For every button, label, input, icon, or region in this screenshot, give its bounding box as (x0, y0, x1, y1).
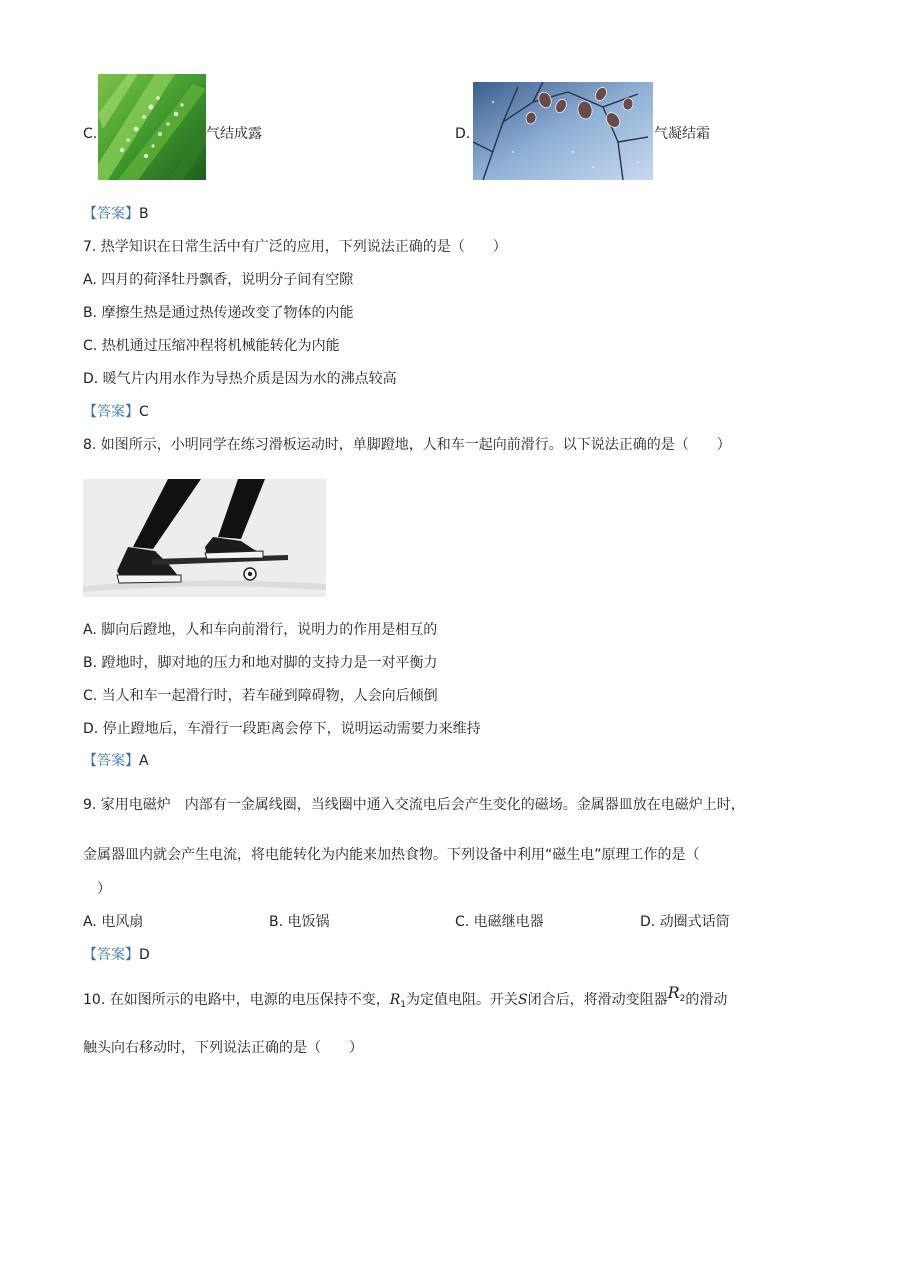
r1-subscript: 1 (400, 1000, 406, 1010)
answer-value: B (139, 206, 149, 222)
answer-tag: 【答案】 (83, 947, 139, 963)
q7-option-c: C. 热机通过压缩冲程将机械能转化为内能 (83, 338, 340, 354)
skateboard-image (83, 479, 326, 597)
q10-text-part1: 10. 在如图所示的电路中，电源的电压保持不变， (83, 992, 390, 1008)
q9-stem-line1: 9. 家用电磁炉 内部有一金属线圈，当线圈中通入交流电后会产生变化的磁场。金属器皿放在电磁炉上时， (83, 797, 745, 813)
answer-tag: 【答案】 (83, 753, 139, 769)
q7-option-d: D. 暖气片内用水作为导热介质是因为水的沸点较高 (83, 371, 397, 387)
q10-stem-line2: 触头向右移动时，下列说法正确的是（ ） (83, 1040, 363, 1056)
q8-answer (83, 752, 149, 770)
q6-answer (83, 205, 149, 223)
q10-text-part2: 为定值电阻。开关 (406, 992, 518, 1008)
q8-option-a: A. 脚向后蹬地，人和车向前滑行，说明力的作用是相互的 (83, 622, 438, 638)
q9-option-c: C. 电磁继电器 (455, 914, 544, 930)
answer-tag: 【答案】 (83, 404, 139, 420)
q7-option-b: B. 摩擦生热是通过热传递改变了物体的内能 (83, 305, 354, 321)
frost-on-leaves-image (473, 82, 653, 180)
dew-on-grass-image (98, 74, 206, 180)
q6-option-d-letter: D. (455, 126, 471, 142)
q6-option-c-text: 气结成露 (206, 126, 262, 142)
q8-stem: 8. 如图所示，小明同学在练习滑板运动时，单脚蹬地，人和车一起向前滑行。以下说法正确的是（ ） (83, 437, 731, 453)
q7-answer (83, 403, 149, 421)
r2-symbol: R (667, 983, 680, 1002)
q9-stem-line3: ） (97, 881, 111, 897)
q7-option-a: A. 四月的荷泽牡丹飘香，说明分子间有空隙 (83, 272, 354, 288)
q9-stem-line2: 金属器皿内就会产生电流，将电能转化为内能来加热食物。下列设备中利用“磁生电”原理工作的是（ (83, 847, 700, 863)
q8-option-c: C. 当人和车一起滑行时，若车碰到障碍物，人会向后倾倒 (83, 688, 438, 704)
answer-value: C (139, 404, 149, 420)
r1-symbol: R (389, 992, 401, 1008)
q9-option-a: A. 电风扇 (83, 914, 144, 930)
answer-tag: 【答案】 (83, 206, 139, 222)
q6-option-c-letter: C. (83, 126, 98, 142)
q6-option-d-text: 气凝结霜 (654, 126, 710, 142)
q8-option-b: B. 蹬地时，脚对地的压力和地对脚的支持力是一对平衡力 (83, 655, 438, 671)
q9-option-b: B. 电饭锅 (269, 914, 330, 930)
q10-text-part4: 的滑动 (685, 992, 728, 1008)
q7-stem: 7. 热学知识在日常生活中有广泛的应用，下列说法正确的是（ ） (83, 239, 507, 255)
q8-option-d: D. 停止蹬地后，车滑行一段距离会停下，说明运动需要力来维持 (83, 721, 481, 737)
switch-symbol: S (518, 992, 528, 1008)
q10-stem-line1 (83, 983, 728, 1014)
answer-value: D (139, 947, 150, 963)
answer-value: A (139, 753, 149, 769)
q10-text-part3: 闭合后，将滑动变阻器 (527, 992, 668, 1008)
q9-option-d: D. 动圈式话筒 (640, 914, 730, 930)
r2-subscript: 2 (679, 994, 686, 1004)
q9-answer (83, 946, 150, 964)
